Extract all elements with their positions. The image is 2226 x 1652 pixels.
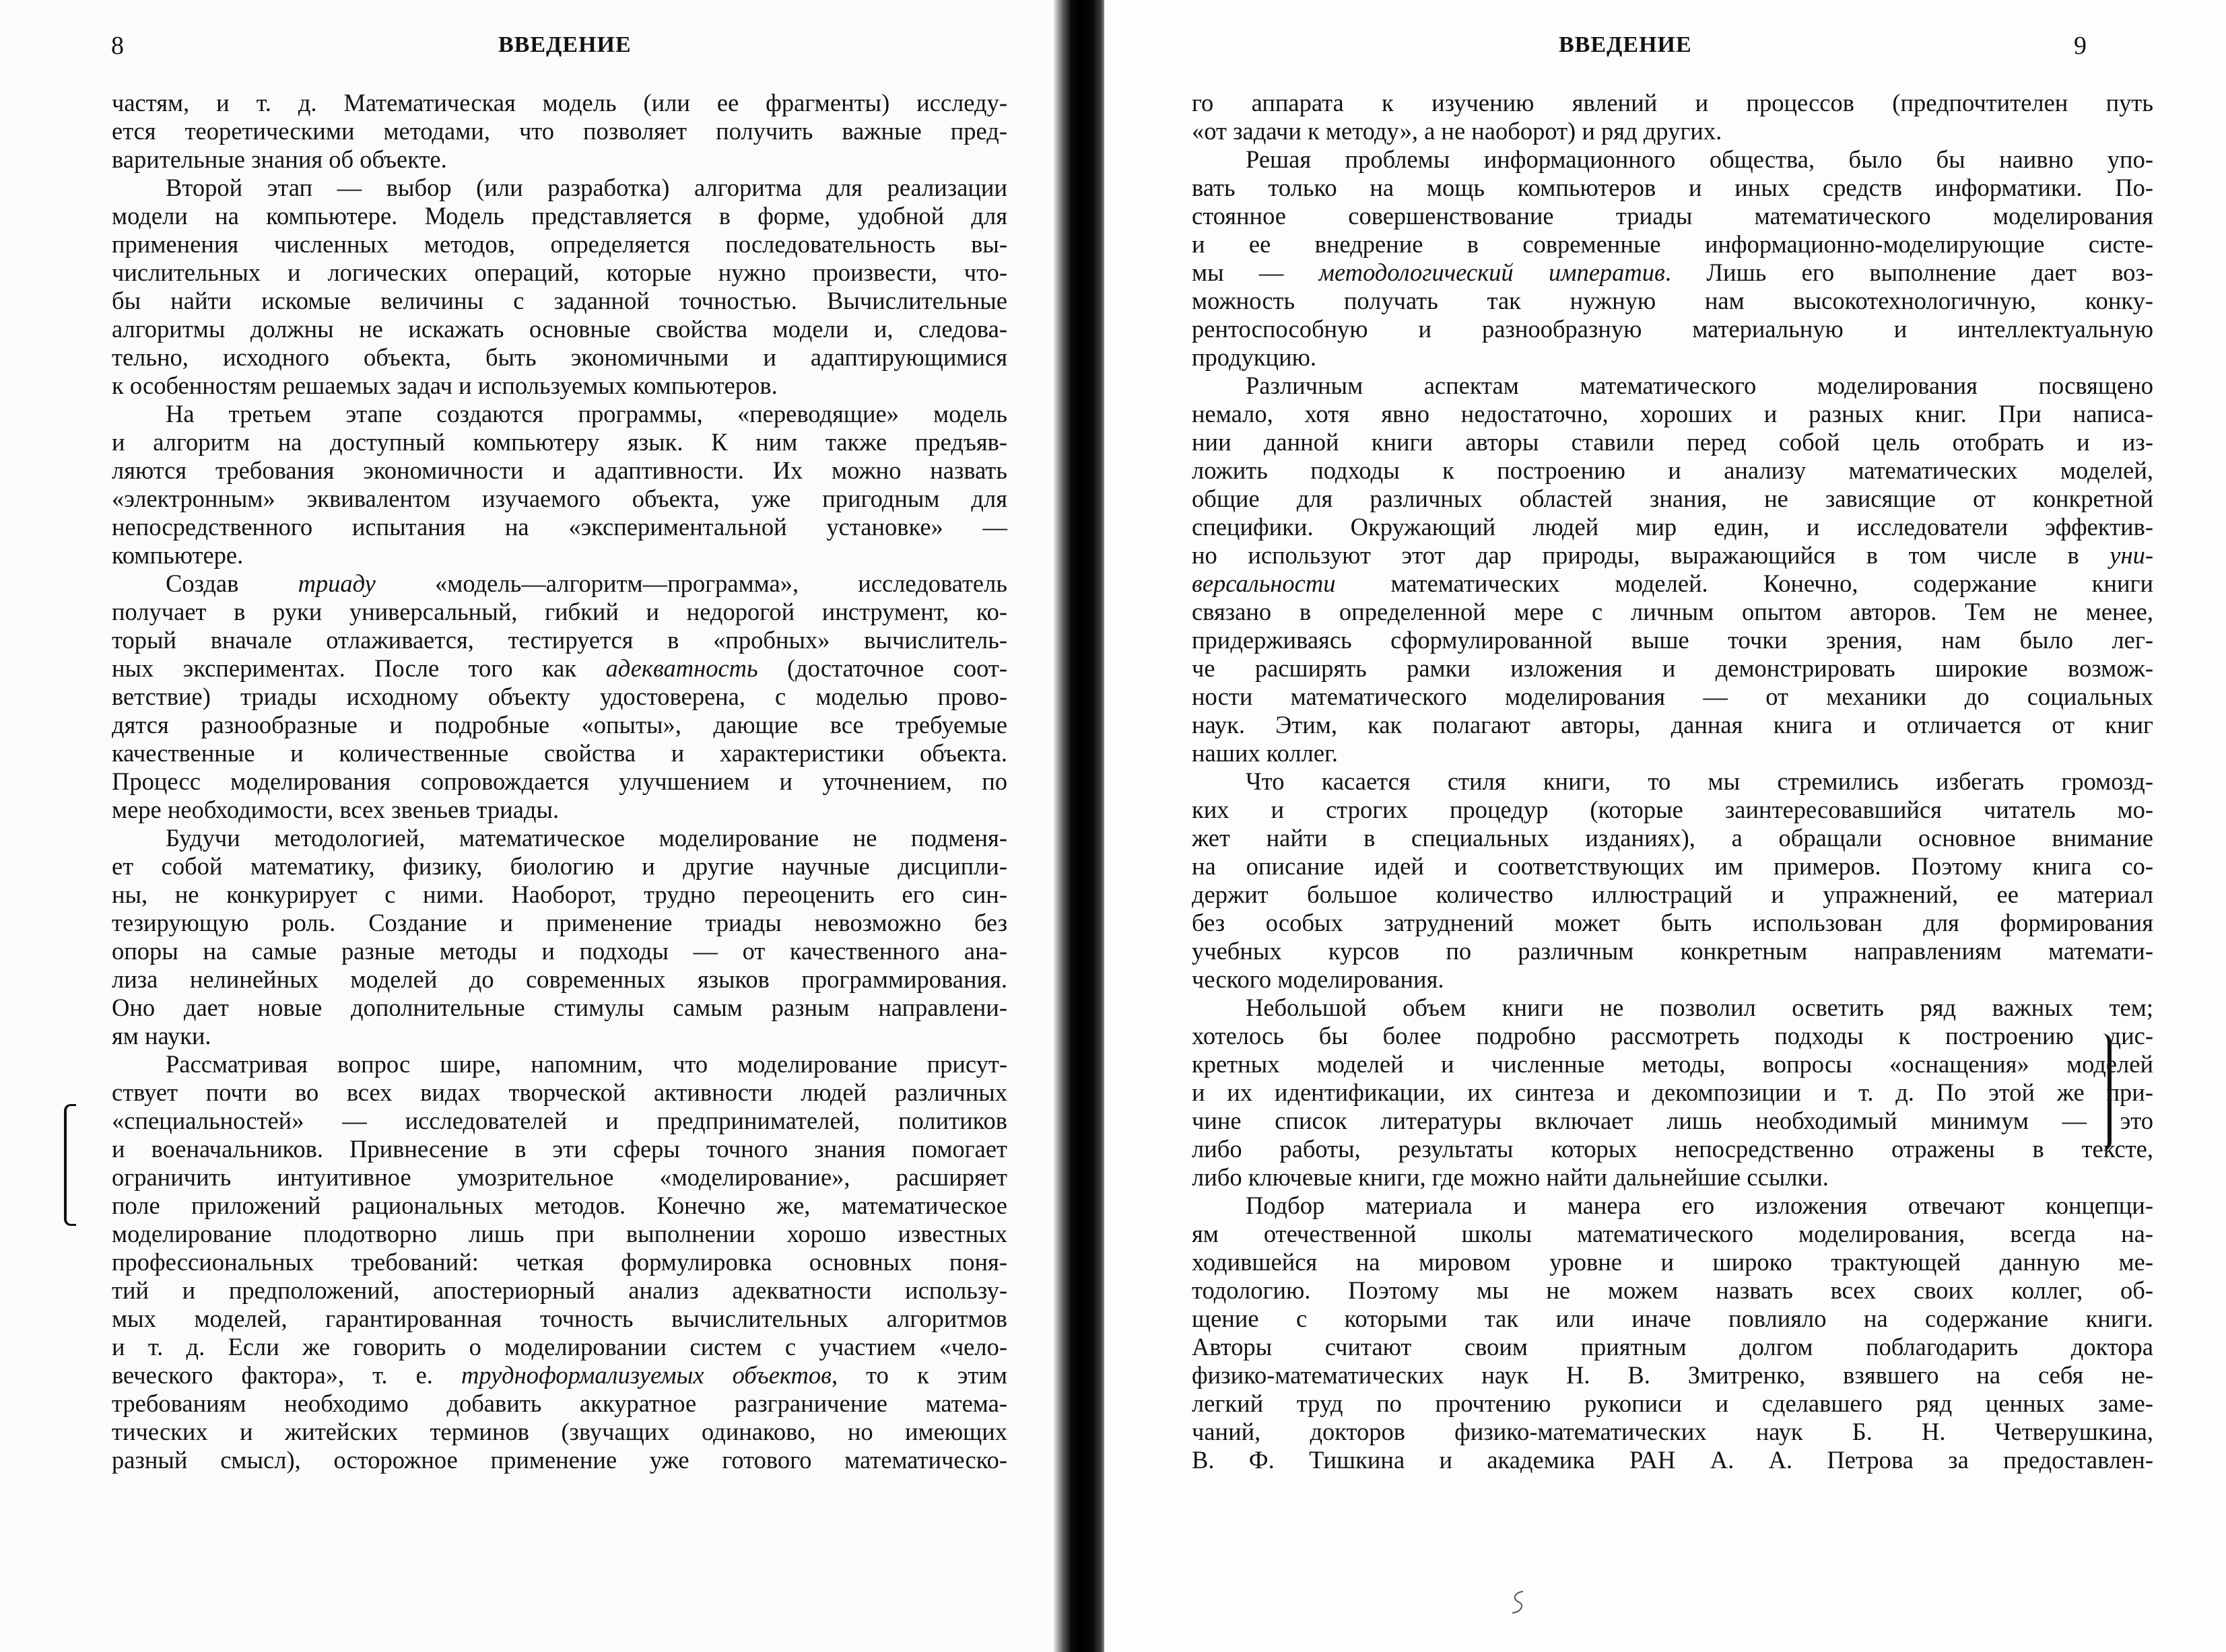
text-line <box>1192 230 2153 259</box>
line-text: Процесс моделирования сопровождается улучшением и уточнением, по <box>112 767 1007 795</box>
line-text: ям отечественной школы математического моделирования, всегда на- <box>1192 1220 2153 1247</box>
text-line <box>112 1192 1007 1220</box>
text-line <box>1192 1305 2153 1333</box>
running-header: ВВЕДЕНИЕ <box>1559 32 1692 57</box>
line-text: мых моделей, гарантированная точность вычислительных алгоритмов <box>112 1305 1007 1332</box>
line-text: В. Ф. Тишкина и академика РАН А. А. Петрова за предоставлен- <box>1192 1446 2153 1474</box>
text-line <box>112 174 1007 202</box>
line-text: ется теоретическими методами, что позволяет получить важные пред- <box>112 117 1007 145</box>
line-text: рентоспособную и разнообразную материальную и интеллектуальную <box>1192 315 2153 343</box>
text-line <box>112 1333 1007 1361</box>
text-line <box>1192 541 2153 570</box>
text-line <box>112 541 1007 570</box>
line-text: Авторы считают своим приятным долгом поблагодарить доктора <box>1192 1333 2153 1361</box>
line-text: либо работы, результаты которых непосредственно отражены в тексте, <box>1192 1135 2153 1163</box>
text-line <box>1192 1107 2153 1135</box>
text-line <box>112 1050 1007 1078</box>
text-line <box>1192 598 2153 626</box>
text-line <box>112 1220 1007 1248</box>
text-line <box>1192 1163 2153 1192</box>
text-line <box>1192 1022 2153 1050</box>
text-line <box>1192 485 2153 513</box>
line-text: хотелось бы более подробно рассмотреть подходы к построению дис- <box>1192 1022 2153 1049</box>
text-line <box>1192 1389 2153 1418</box>
text-line <box>1192 117 2153 145</box>
text-line <box>112 230 1007 259</box>
margin-pencil-bracket <box>64 1104 76 1226</box>
text-line <box>112 1389 1007 1418</box>
text-line <box>1192 1220 2153 1248</box>
running-header: ВВЕДЕНИЕ <box>498 32 632 57</box>
line-text: Второй этап — выбор (или разработка) алгоритма для реализации <box>166 174 1007 201</box>
text-line <box>1192 145 2153 174</box>
text-line <box>1192 456 2153 485</box>
line-text: Оно дает новые дополнительные стимулы самым разным направлени- <box>112 994 1007 1021</box>
text-line <box>1192 1135 2153 1163</box>
line-text: мере необходимости, всех звеньев триады. <box>112 796 560 823</box>
text-line <box>112 259 1007 287</box>
line-text: , то к этим <box>831 1361 1007 1389</box>
line-text: вать только на мощь компьютеров и иных средств информатики. По- <box>1192 174 2153 201</box>
line-text: ких и строгих процедур (которые заинтересовавшийся читатель мо- <box>1192 796 2153 823</box>
text-line <box>1192 513 2153 541</box>
text-line <box>112 400 1007 428</box>
line-text: кретных моделей и численные методы, вопросы «оснащения» моделей <box>1192 1050 2153 1078</box>
text-line <box>1192 711 2153 739</box>
line-text: и т. д. Если же говорить о моделировании систем с участием «чело- <box>112 1333 1007 1361</box>
text-line <box>1192 824 2153 852</box>
line-text: че расширять рамки изложения и демонстрировать широкие возмож- <box>1192 654 2153 682</box>
text-line <box>1192 994 2153 1022</box>
text-line <box>1192 965 2153 994</box>
text-line <box>1192 89 2153 117</box>
text-line <box>112 1135 1007 1163</box>
text-line <box>112 824 1007 852</box>
line-text: ствует почти во всех видах творческой активности людей различных <box>112 1078 1007 1106</box>
line-text: мы — <box>1192 259 1319 286</box>
line-text: тических и житейских терминов (звучащих одинаково, но имеющих <box>112 1418 1007 1445</box>
line-text: общие для различных областей знания, не зависящие от конкретной <box>1192 485 2153 512</box>
text-line <box>112 965 1007 994</box>
line-text: ны, не конкурирует с ними. Наоборот, трудно переоценить его син- <box>112 881 1007 908</box>
text-line <box>1192 343 2153 372</box>
text-line <box>1192 1050 2153 1078</box>
text-line <box>112 570 1007 598</box>
line-text: к особенностям решаемых задач и используемых компьютеров. <box>112 372 778 399</box>
line-text: разный смысл), осторожное применение уже готового математическо- <box>112 1446 1007 1474</box>
line-text: нии данной книги авторы ставили перед собой цель отобрать и из- <box>1192 428 2153 456</box>
line-text: тий и предположений, апостериорный анализ адекватности использу- <box>112 1276 1007 1304</box>
line-text: ограничить интуитивное умозрительное «моделирование», расширяет <box>112 1163 1007 1191</box>
emphasized-term: адекватность <box>605 654 758 682</box>
line-text: «специальностей» — исследователей и предпринимателей, политиков <box>112 1107 1007 1134</box>
line-text: и военачальников. Привнесение в эти сферы точного знания помогает <box>112 1135 1007 1163</box>
line-text: Подбор материала и манера его изложения отвечают концепци- <box>1246 1192 2153 1219</box>
text-line <box>1192 654 2153 683</box>
line-text: без особых затруднений может быть использован для формирования <box>1192 909 2153 936</box>
text-line <box>1192 1276 2153 1305</box>
line-text: алгоритмы должны не искажать основные свойства модели и, следова- <box>112 315 1007 343</box>
text-line <box>1192 1446 2153 1474</box>
emphasized-term: трудноформализуемых объектов <box>461 1361 832 1389</box>
text-line <box>112 598 1007 626</box>
line-text: стоянное совершенствование триады математического моделирования <box>1192 202 2153 230</box>
text-line <box>112 428 1007 456</box>
line-text: либо ключевые книги, где можно найти дальнейшие ссылки. <box>1192 1163 1829 1191</box>
text-line <box>112 456 1007 485</box>
text-line <box>112 1022 1007 1050</box>
text-line <box>112 654 1007 683</box>
line-text: ложить подходы к построению и анализу математических моделей, <box>1192 456 2153 484</box>
text-line <box>112 796 1007 824</box>
line-text: торый вначале отлаживается, тестируется в «пробных» вычислитель- <box>112 626 1007 654</box>
emphasized-term: уни- <box>2110 541 2153 569</box>
text-line <box>112 1078 1007 1107</box>
line-text: связано в определенной мере с личным опытом авторов. Тем не менее, <box>1192 598 2153 625</box>
line-text: компьютере. <box>112 541 244 569</box>
text-line <box>1192 909 2153 937</box>
line-text: ляются требования экономичности и адаптивности. Их можно назвать <box>112 456 1007 484</box>
text-line <box>112 1361 1007 1389</box>
text-line <box>1192 1361 2153 1389</box>
page-number: 8 <box>111 32 124 60</box>
line-text: продукцию. <box>1192 343 1316 371</box>
line-text: дятся разнообразные и подробные «опыты», дающие все требуемые <box>112 711 1007 738</box>
text-line <box>1192 259 2153 287</box>
line-text: наук. Этим, как полагают авторы, данная книга и отличается от книг <box>1192 711 2153 738</box>
emphasized-term: методологический императив <box>1318 259 1665 286</box>
text-line <box>112 683 1007 711</box>
line-text: ных экспериментах. После того как <box>112 654 606 682</box>
text-line <box>112 315 1007 343</box>
line-text: тодологию. Поэтому мы не можем назвать всех своих коллег, об- <box>1192 1276 2153 1304</box>
text-line <box>1192 796 2153 824</box>
text-line <box>1192 315 2153 343</box>
line-text: числительных и логических операций, которые нужно произвести, что- <box>112 259 1007 286</box>
line-text: На третьем этапе создаются программы, «переводящие» модель <box>166 400 1007 427</box>
line-text: лиза нелинейных моделей до современных языков программирования. <box>112 965 1007 993</box>
text-line <box>112 881 1007 909</box>
text-line <box>1192 937 2153 965</box>
text-line <box>112 852 1007 881</box>
text-line <box>1192 428 2153 456</box>
book-gutter-shadow <box>1054 0 1108 1652</box>
line-text: тельно, исходного объекта, быть экономичными и адаптирующимися <box>112 343 1007 371</box>
line-text: веческого фактора», т. е. <box>112 1361 461 1389</box>
line-text: поле приложений рациональных методов. Конечно же, математическое <box>112 1192 1007 1219</box>
text-line <box>112 372 1007 400</box>
emphasized-term: триаду <box>298 570 376 597</box>
text-line <box>112 117 1007 145</box>
line-text: варительные знания об объекте. <box>112 145 447 173</box>
text-line <box>112 937 1007 965</box>
page-body-text <box>1192 89 2153 1474</box>
line-text: модели на компьютере. Модель представляется в форме, удобной для <box>112 202 1007 230</box>
line-text: и алгоритм на доступный компьютеру язык. К ним также предъяв- <box>112 428 1007 456</box>
line-text: Различным аспектам математического моделирования посвящено <box>1246 372 2153 399</box>
line-text: легкий труд по прочтению рукописи и сделавшего ряд ценных заме- <box>1192 1389 2153 1417</box>
right-page <box>1104 0 2226 1652</box>
line-text: профессиональных требований: четкая формулировка основных поня- <box>112 1248 1007 1276</box>
text-line <box>1192 881 2153 909</box>
text-line <box>112 909 1007 937</box>
text-line <box>1192 372 2153 400</box>
text-line <box>1192 739 2153 767</box>
line-text: качественные и количественные свойства и характеристики объекта. <box>112 739 1007 767</box>
line-text: «от задачи к методу», а не наоборот) и ряд других. <box>1192 117 1722 145</box>
text-line <box>1192 1192 2153 1220</box>
line-text: специфики. Окружающий людей мир един, и исследователи эффектив- <box>1192 513 2153 541</box>
pencil-squiggle-mark <box>1508 1589 1528 1616</box>
line-text: учебных курсов по различным конкретным направлениям математи- <box>1192 937 2153 965</box>
text-line <box>1192 1333 2153 1361</box>
text-line <box>1192 626 2153 654</box>
line-text: . Лишь его выполнение дает воз- <box>1664 259 2153 286</box>
margin-pencil-bracket <box>2099 1033 2112 1151</box>
line-text: придерживаясь сформулированной выше точки зрения, нам было лег- <box>1192 626 2153 654</box>
text-line <box>1192 1248 2153 1276</box>
line-text: ветствие) триады исходному объекту удостоверена, с моделью прово- <box>112 683 1007 710</box>
line-text: Создав <box>166 570 298 597</box>
text-line <box>112 1276 1007 1305</box>
text-line <box>112 711 1007 739</box>
line-text: (достаточное соот- <box>757 654 1007 682</box>
text-line <box>112 89 1007 117</box>
line-text: можность получать так нужную нам высокотехнологичную, конку- <box>1192 287 2153 314</box>
line-text: жет найти в специальных изданиях), а обращали основное внимание <box>1192 824 2153 852</box>
text-line <box>112 513 1007 541</box>
text-line <box>1192 1078 2153 1107</box>
text-line <box>112 739 1007 767</box>
text-line <box>1192 202 2153 230</box>
line-text: бы найти искомые величины с заданной точностью. Вычислительные <box>112 287 1007 314</box>
line-text: получает в руки универсальный, гибкий и недорогой инструмент, ко- <box>112 598 1007 625</box>
line-text: щение с которыми так или иначе повлияло на содержание книги. <box>1192 1305 2153 1332</box>
page-body-text <box>112 89 1007 1474</box>
text-line <box>112 145 1007 174</box>
text-line <box>1192 174 2153 202</box>
line-text: применения численных методов, определяется последовательность вы- <box>112 230 1007 258</box>
line-text: непосредственного испытания на «экспериментальной установке» — <box>112 513 1007 541</box>
line-text: ходившейся на мировом уровне и широко трактующей данную ме- <box>1192 1248 2153 1276</box>
line-text: ческого моделирования. <box>1192 965 1444 993</box>
text-line <box>1192 683 2153 711</box>
line-text: требованиям необходимо добавить аккуратное разграничение матема- <box>112 1389 1007 1417</box>
text-line <box>112 1305 1007 1333</box>
text-line <box>112 485 1007 513</box>
line-text: ям науки. <box>112 1022 211 1049</box>
line-text: физико-математических наук Н. В. Змитренко, взявшего на себя не- <box>1192 1361 2153 1389</box>
line-text: тезирующую роль. Создание и применение триады невозможно без <box>112 909 1007 936</box>
text-line <box>112 1163 1007 1192</box>
line-text: го аппарата к изучению явлений и процессов (предпочтителен путь <box>1192 89 2153 116</box>
text-line <box>112 1248 1007 1276</box>
text-line <box>112 1418 1007 1446</box>
line-text: немало, хотя явно недостаточно, хороших и разных книг. При написа- <box>1192 400 2153 427</box>
text-line <box>112 1107 1007 1135</box>
text-line <box>112 767 1007 796</box>
text-line <box>112 343 1007 372</box>
line-text: «модель—алгоритм—программа», исследователь <box>375 570 1007 597</box>
line-text: ет собой математику, физику, биологию и другие научные дисципли- <box>112 852 1007 880</box>
line-text: моделирование плодотворно лишь при выполнении хорошо известных <box>112 1220 1007 1247</box>
line-text: Рассматривая вопрос шире, напомним, что моделирование присут- <box>166 1050 1007 1078</box>
line-text: Решая проблемы информационного общества, было бы наивно упо- <box>1246 145 2153 173</box>
line-text: «электронным» эквивалентом изучаемого объекта, уже пригодным для <box>112 485 1007 512</box>
line-text: частям, и т. д. Математическая модель (или ее фрагменты) исследу- <box>112 89 1007 116</box>
line-text: ности математического моделирования — от механики до социальных <box>1192 683 2153 710</box>
text-line <box>1192 767 2153 796</box>
line-text: но используют этот дар природы, выражающийся в том числе в <box>1192 541 2110 569</box>
text-line <box>1192 400 2153 428</box>
page-number: 9 <box>2074 32 2087 60</box>
text-line <box>112 287 1007 315</box>
text-line <box>112 202 1007 230</box>
line-text: математических моделей. Конечно, содержание книги <box>1335 570 2153 597</box>
text-line <box>1192 570 2153 598</box>
text-line <box>1192 287 2153 315</box>
emphasized-term: версальности <box>1192 570 1336 597</box>
line-text: и их идентификации, их синтеза и декомпозиции и т. д. По этой же при- <box>1192 1078 2153 1106</box>
text-line <box>112 994 1007 1022</box>
text-line <box>1192 1418 2153 1446</box>
line-text: и ее внедрение в современные информационно-моделирующие систе- <box>1192 230 2153 258</box>
line-text: держит большое количество иллюстраций и упражнений, ее материал <box>1192 881 2153 908</box>
left-page <box>0 0 1060 1652</box>
text-line <box>112 626 1007 654</box>
text-line <box>112 1446 1007 1474</box>
line-text: Будучи методологией, математическое моделирование не подменя- <box>166 824 1007 852</box>
line-text: на описание идей и соответствующих им примеров. Поэтому книга со- <box>1192 852 2153 880</box>
line-text: Что касается стиля книги, то мы стремились избегать громозд- <box>1246 767 2153 795</box>
line-text: чине список литературы включает лишь необходимый минимум — это <box>1192 1107 2153 1134</box>
line-text: Небольшой объем книги не позволил осветить ряд важных тем; <box>1246 994 2153 1021</box>
line-text: наших коллег. <box>1192 739 1339 767</box>
line-text: чаний, докторов физико-математических наук Б. Н. Четверушкина, <box>1192 1418 2153 1445</box>
line-text: опоры на самые разные методы и подходы — от качественного ана- <box>112 937 1007 965</box>
text-line <box>1192 852 2153 881</box>
